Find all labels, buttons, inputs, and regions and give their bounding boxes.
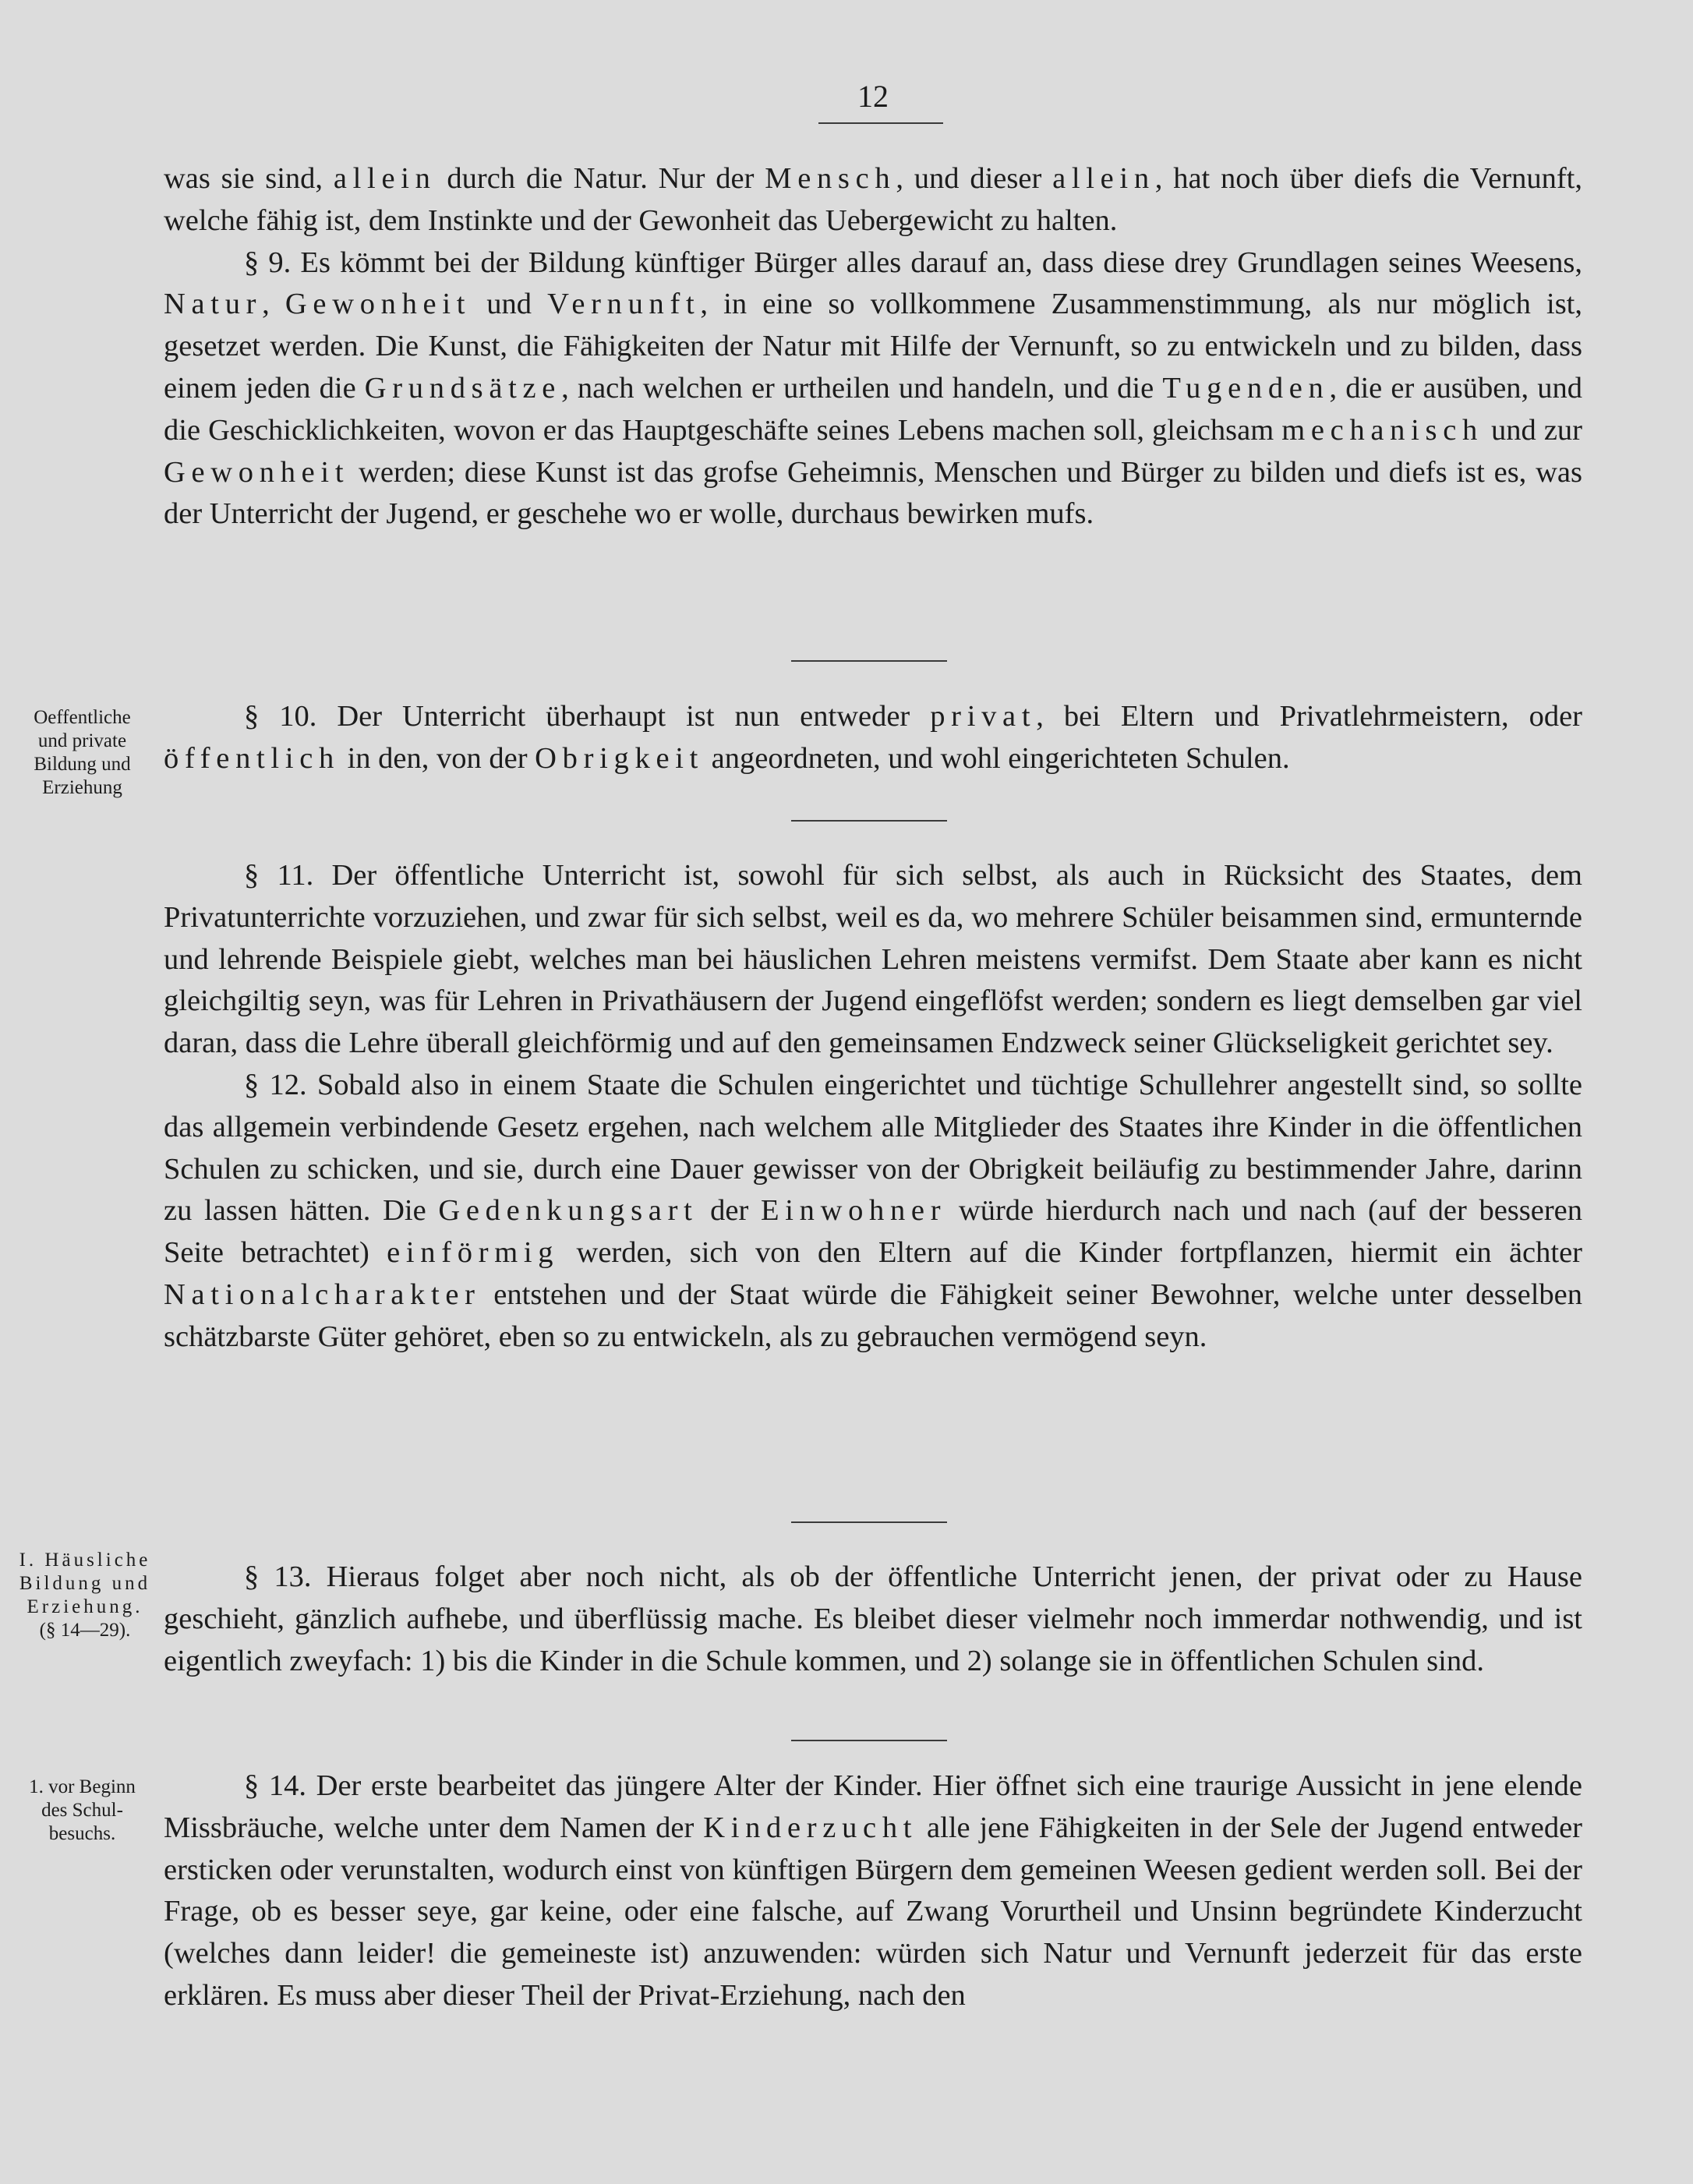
section-rule (791, 1740, 947, 1741)
paragraph-12: § 12. Sobald also in einem Staate die Schulen eingerichtet und tüchtige Schullehrer angestellt sind, so sollte das allgemein verbindende Gesetz ergehen, nach welchem alle Mitglieder des Staates ihre Kinder in die öffentlichen Schulen zu schicken, und sie, durch eine Dauer gewisser von der Obrigkeit beiläufig zu bestimmender Jahre, darinn zu lassen hätten. Die Gedenkungsart der Einwohner würde hierdurch nach und nach (auf der besseren Seite betrachtet) einförmig werden, sich von den Eltern auf die Kinder fortpflanzen, hiermit ein ächter Nationalcharakter entstehen und der Staat würde die Fähigkeit seiner Bewohner, welche unter desselben schätzbarste Güter gehöret, eben so zu entwickeln, als zu gebrauchen vermögend seyn. (164, 1068, 1582, 1353)
paragraph-11: § 11. Der öffentliche Unterricht ist, sowohl für sich selbst, als auch in Rücksicht des Staates, dem Privatunterrichte vorzuziehen, und zwar für sich selbst, weil es da, wo mehrere Schüler beisammen sind, ermunternde und lehrende Beispiele giebt, welches man bei häuslichen Lehren meistens vermifst. Dem Staate aber kann es nicht gleichgiltig seyn, was für Lehren in Privathäusern der Jugend eingeflöfst werden; sondern es liegt demselben gar viel daran, dass die Lehre überall gleichförmig und auf den gemeinsamen Endzweck seiner Glückseligkeit gerichtet sey. (164, 859, 1582, 1060)
paragraph-9: § 9. Es kömmt bei der Bildung künftiger Bürger alles darauf an, dass diese drey Grundlagen seines Weesens, Natur, Gewonheit und Vernunft, in eine so vollkommene Zusammenstimmung, als nur möglich ist, gesetzet werden. Die Kunst, die Fähigkeiten der Natur mit Hilfe der Vernunft, so zu entwickeln und zu bilden, dass einem jeden die Grundsätze, nach welchen er urtheilen und handeln, und die Tugenden, die er ausüben, und die Geschicklichkeiten, wovon er das Hauptgeschäfte seines Lebens machen soll, gleichsam mechanisch und zur Gewonheit werden; diese Kunst ist das grofse Geheimnis, Menschen und Bürger zu bilden und diefs ist es, was der Unterricht der Jugend, er geschehe wo er wolle, durchaus bewirken mufs. (164, 246, 1583, 531)
text-block-11-12 (164, 855, 1582, 1359)
margin-note-before-school: 1. vor Beginn des Schul- besuchs. (29, 1776, 136, 1844)
page-number: 12 (857, 79, 889, 114)
text-block-1 (164, 158, 1582, 535)
text-block-13 (164, 1557, 1582, 1682)
section-rule (791, 1521, 947, 1523)
margin-note-public-private: Oeffentliche und private Bildung und Erziehung (34, 707, 131, 798)
paragraph-continuation: was sie sind, allein durch die Natur. Nur der Mensch, und dieser allein, hat noch über diefs die Vernunft, welche fähig ist, dem Instinkte und der Gewonheit das Uebergewicht zu halten. (164, 162, 1582, 237)
text-block-14 (164, 1765, 1582, 2017)
paragraph-13: § 13. Hieraus folget aber noch nicht, als ob der öffentliche Unterricht jenen, der privat oder zu Hause geschieht, gänzlich aufhebe, und überflüssig mache. Es bleibet dieser vielmehr noch immerdar nothwendig, und ist eigentlich zweyfach: 1) bis die Kinder in die Schule kommen, und 2) solange sie in öffentlichen Schulen sind. (164, 1560, 1582, 1677)
paragraph-10: § 10. Der Unterricht überhaupt ist nun entweder privat, bei Eltern und Privatlehrmeistern, oder öffentlich in den, von der Obrigkeit angeordneten, und wohl eingerichteten Schulen. (164, 700, 1583, 775)
text-block-10 (164, 696, 1582, 780)
paragraph-14: § 14. Der erste bearbeitet das jüngere Alter der Kinder. Hier öffnet sich eine traurige Aussicht in jene elende Missbräuche, welche unter dem Namen der Kinderzucht alle jene Fähigkeiten in der Sele der Jugend entweder ersticken oder verunstalten, wodurch einst von künftigen Bürgern dem gemeinen Weesen gedient werden soll. Bei der Frage, ob es besser seye, gar keine, oder eine falsche, auf Zwang Vorurtheil und Unsinn begründete Kinderzucht (welches dann leider! die gemeineste ist) anzuwenden: würden sich Natur und Vernunft jederzeit für das erste erklären. Es muss aber dieser Theil der Privat-Erziehung, nach den (164, 1769, 1582, 2012)
header-rule (818, 122, 943, 124)
section-rule (791, 820, 947, 822)
section-rule (791, 660, 947, 662)
margin-note-domestic-education: I. Häusliche Bildung und Erziehung. (§ 14—29). (19, 1550, 151, 1641)
